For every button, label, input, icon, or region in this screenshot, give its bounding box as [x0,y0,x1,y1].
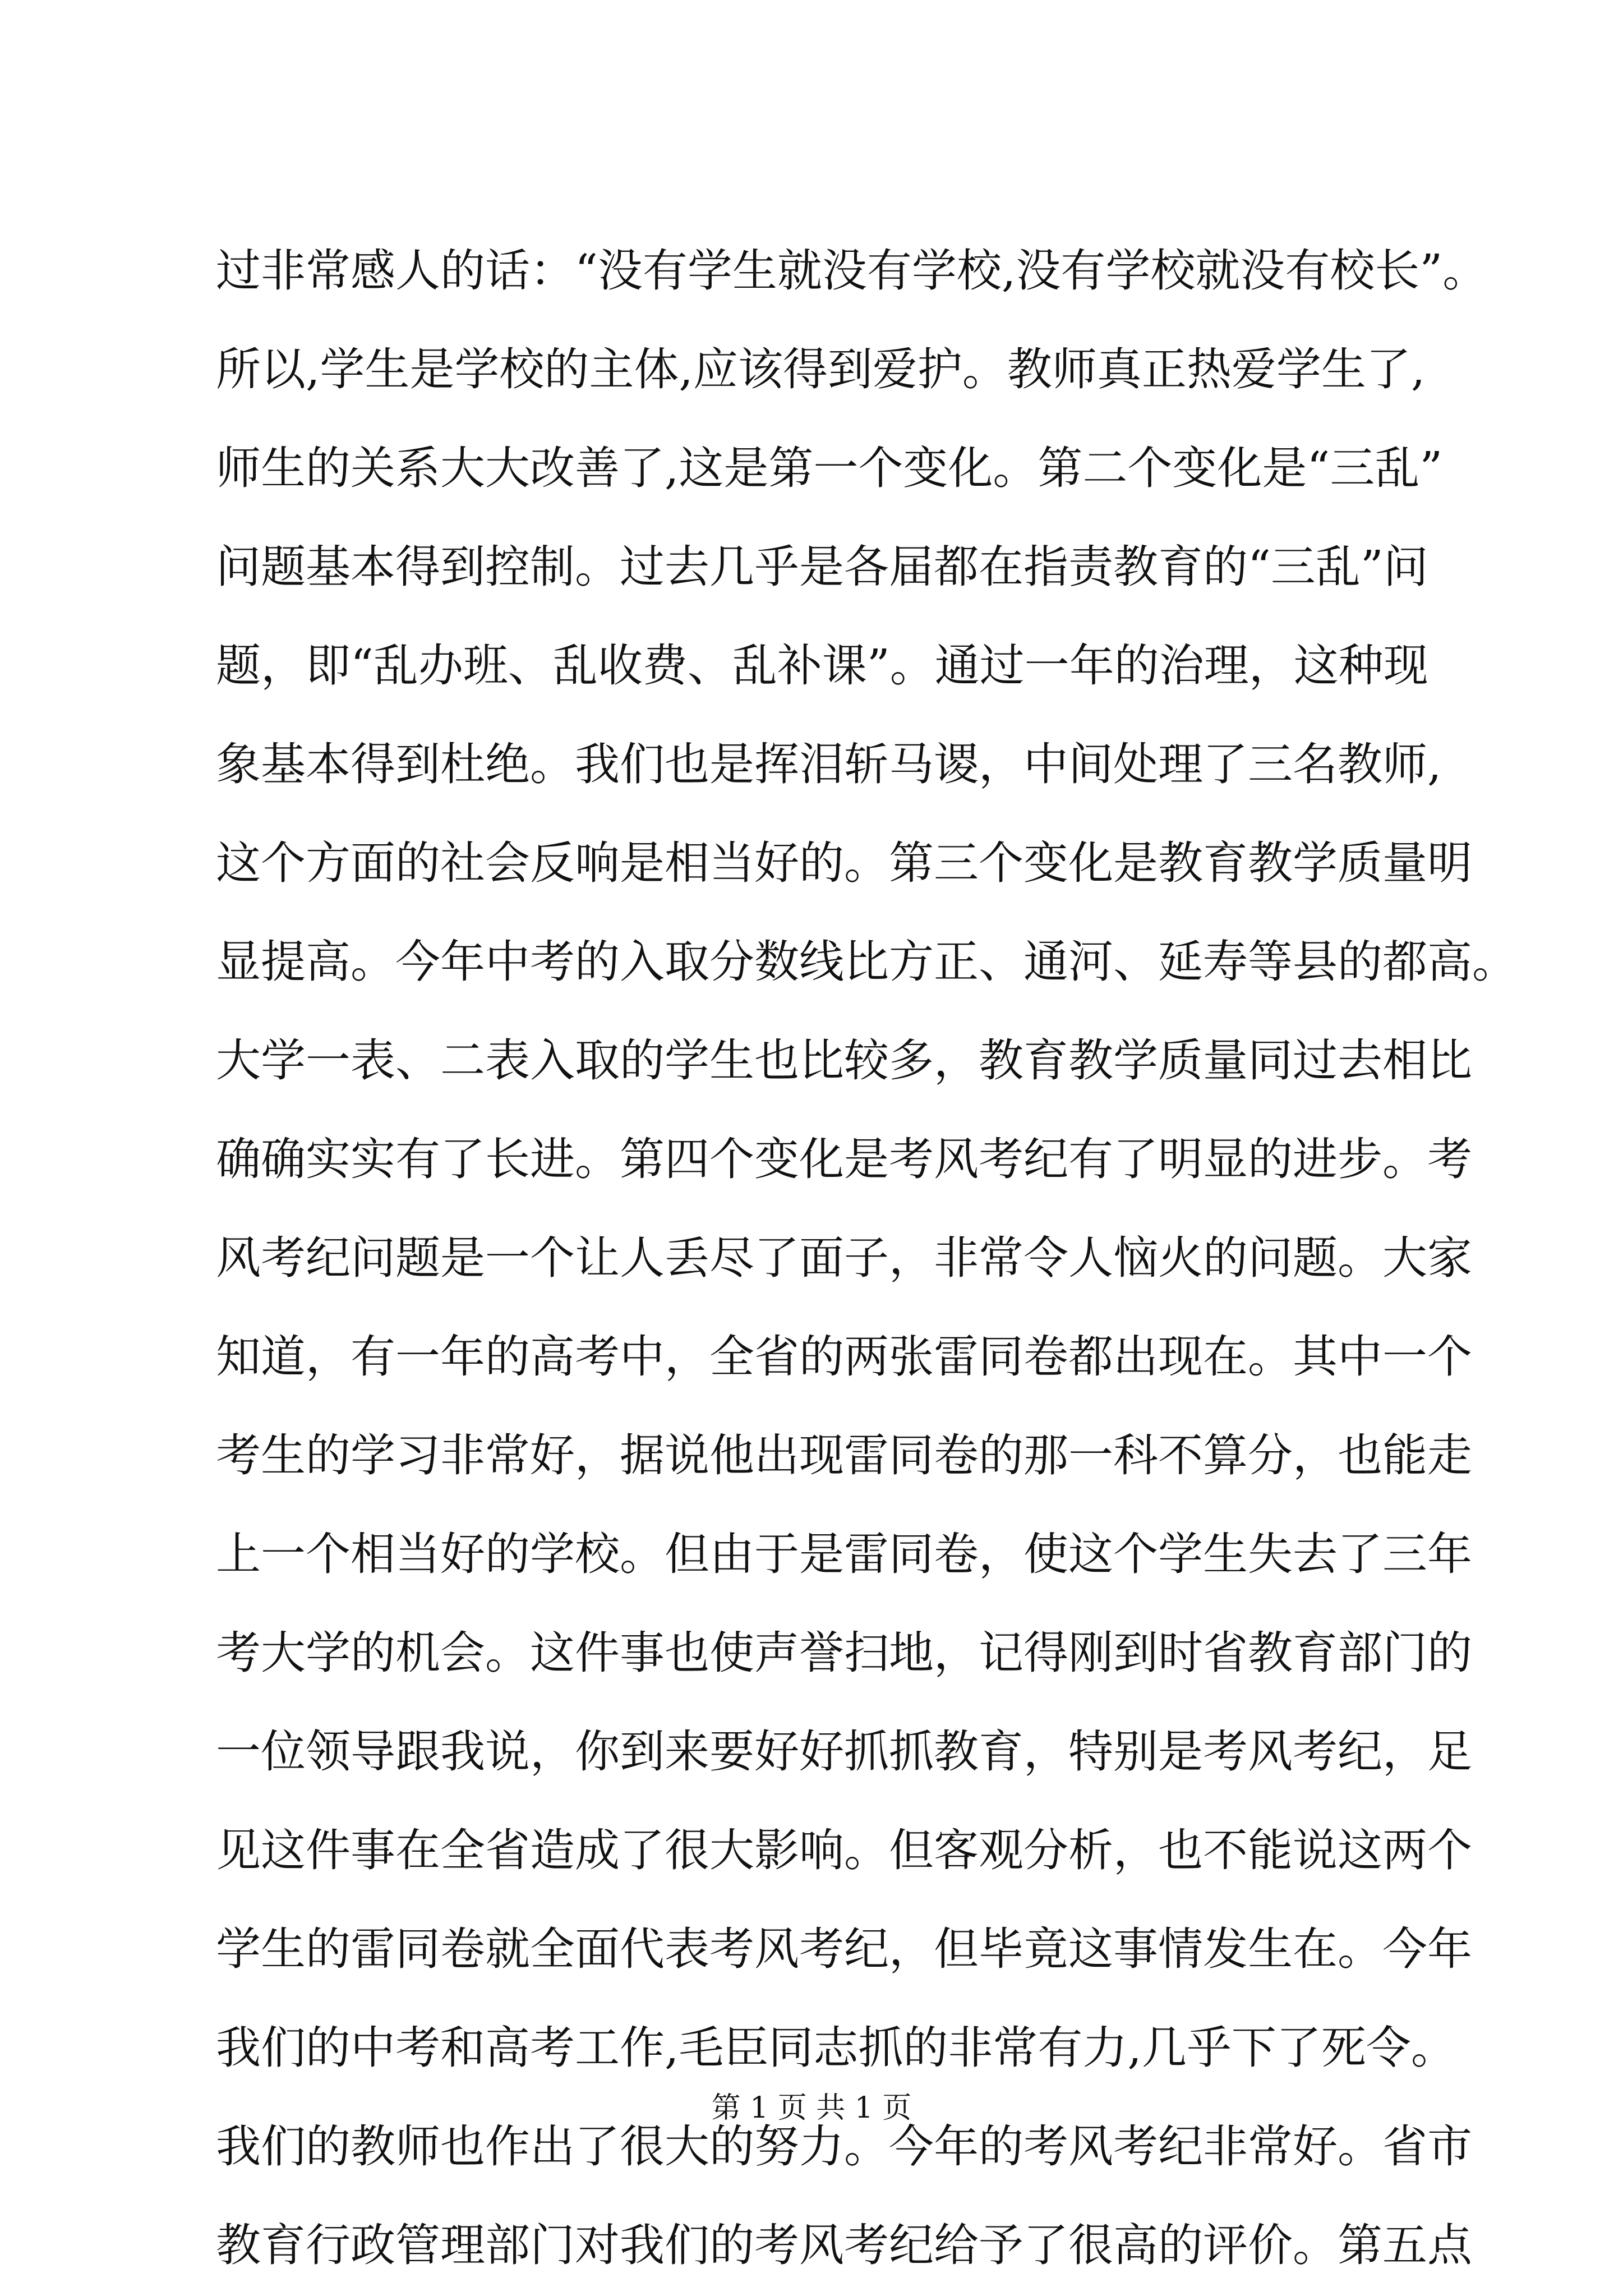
text-line: 教育行政管理部门对我们的考风考纪给予了很高的评价。第五点 [216,2219,1472,2271]
text-line: 这个方面的社会反响是相当好的。第三个变化是教育教学质量明 [216,837,1472,889]
text-line: 师生的关系大大改善了,这是第一个变化。第二个变化是“三乱” [216,442,1443,494]
text-line: 我们的教师也作出了很大的努力。今年的考风考纪非常好。省市 [216,2120,1472,2173]
text-line: 所以,学生是学校的主体,应该得到爱护。教师真正热爱学生了, [216,343,1426,395]
text-line: 确确实实有了长进。第四个变化是考风考纪有了明显的进步。考 [216,1133,1472,1185]
text-line: 问题基本得到控制。过去几乎是各届都在指责教育的“三乱”问 [216,541,1428,593]
text-line: 知道，有一年的高考中，全省的两张雷同卷都出现在。其中一个 [216,1331,1472,1383]
text-line: 大学一表、二表入取的学生也比较多，教育教学质量同过去相比 [216,1034,1472,1087]
text-line: 过非常感人的话：“没有学生就没有学校,没有学校就没有校长”。 [216,245,1488,297]
text-line: 考大学的机会。这件事也使声誉扫地，记得刚到时省教育部门的 [216,1627,1472,1679]
text-line: 我们的中考和高考工作,毛臣同志抓的非常有力,几乎下了死令。 [216,2022,1456,2074]
text-line: 一位领导跟我说，你到来要好好抓抓教育，特别是考风考纪，足 [216,1726,1472,1778]
text-line: 题，即“乱办班、乱收费、乱补课”。通过一年的治理，这种现 [216,639,1428,692]
text-line: 考生的学习非常好，据说他出现雷同卷的那一科不算分，也能走 [216,1429,1472,1481]
text-line: 学生的雷同卷就全面代表考风考纪，但毕竟这事情发生在。今年 [216,1923,1472,1975]
body-text [216,222,1517,2295]
text-line: 显提高。今年中考的入取分数线比方正、通河、延寿等县的都高。 [216,936,1517,988]
text-line: 上一个相当好的学校。但由于是雷同卷，使这个学生失去了三年 [216,1528,1472,1580]
text-line: 风考纪问题是一个让人丢尽了面子，非常令人恼火的问题。大家 [216,1232,1472,1284]
text-line: 象基本得到杜绝。我们也是挥泪斩马谡，中间处理了三名教师, [216,738,1442,790]
text-line: 见这件事在全省造成了很大影响。但客观分析，也不能说这两个 [216,1824,1472,1876]
page-footer: 第 1 页 共 1 页 [711,2091,912,2125]
